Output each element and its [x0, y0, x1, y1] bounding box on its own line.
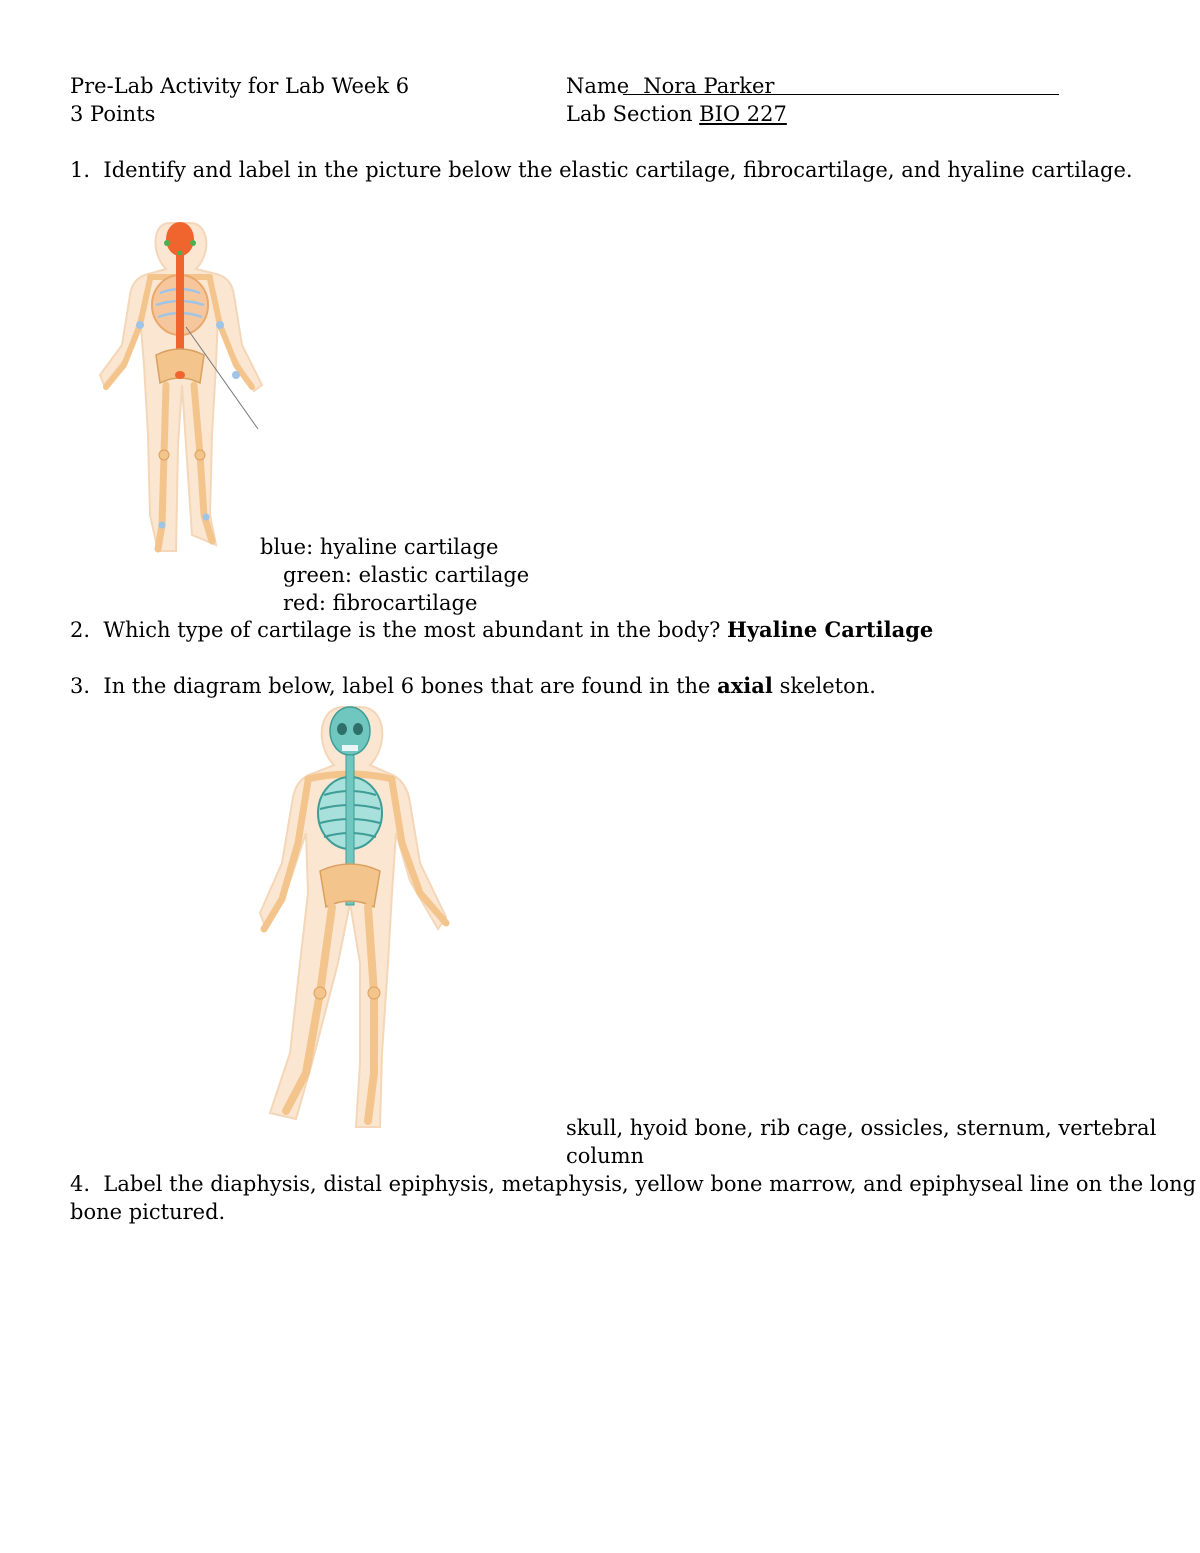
section-value: BIO 227 [699, 102, 787, 126]
question-3-text-end: skeleton. [779, 674, 876, 698]
question-3-text: In the diagram below, label 6 bones that are found in the [103, 674, 711, 698]
question-4-continued: bone pictured. [70, 1200, 226, 1224]
question-3 [70, 672, 876, 700]
question-2-text: Which type of cartilage is the most abundant in the body? [103, 618, 721, 642]
question-3-bold: axial [717, 673, 773, 698]
axial-skeleton-figure [250, 703, 460, 1133]
name-label: Name [566, 74, 630, 98]
name-underline [623, 94, 1059, 95]
lab-section-field [566, 100, 787, 128]
answer-red: red: fibrocartilage [283, 591, 478, 615]
question-1-number: 1. [70, 158, 91, 182]
question-3-answer-line1: skull, hyoid bone, rib cage, ossicles, sternum, vertebral [566, 1116, 1157, 1140]
question-2-answer: Hyaline Cartilage [727, 617, 934, 642]
question-2-number: 2. [70, 618, 91, 642]
question-4-text: Label the diaphysis, distal epiphysis, metaphysis, yellow bone marrow, and epiphyseal line on the long [103, 1172, 1197, 1196]
ear-elastic-cartilage-right [190, 240, 196, 246]
cartilage-skeleton-figure [92, 215, 272, 555]
question-4-number: 4. [70, 1172, 91, 1196]
pelvis [320, 864, 380, 907]
section-label: Lab Section [566, 102, 693, 126]
answer-green: green: elastic cartilage [283, 563, 530, 587]
question-1 [70, 156, 1133, 184]
pubic-symphysis [175, 371, 185, 379]
nose-cartilage [178, 251, 183, 256]
question-4 [70, 1170, 1196, 1198]
name-field [566, 72, 774, 100]
ear-elastic-cartilage [164, 240, 170, 246]
question-2 [70, 616, 933, 644]
question-3-answer-line2: column [566, 1144, 645, 1168]
points-label: 3 Points [70, 102, 156, 126]
worksheet-title: Pre-Lab Activity for Lab Week 6 [70, 74, 410, 98]
question-1-text: Identify and label in the picture below the elastic cartilage, fibrocartilage, and hyaline cartilage. [103, 158, 1133, 182]
name-value: Nora Parker [643, 74, 775, 98]
answer-blue: blue: hyaline cartilage [260, 535, 499, 559]
question-3-number: 3. [70, 674, 91, 698]
